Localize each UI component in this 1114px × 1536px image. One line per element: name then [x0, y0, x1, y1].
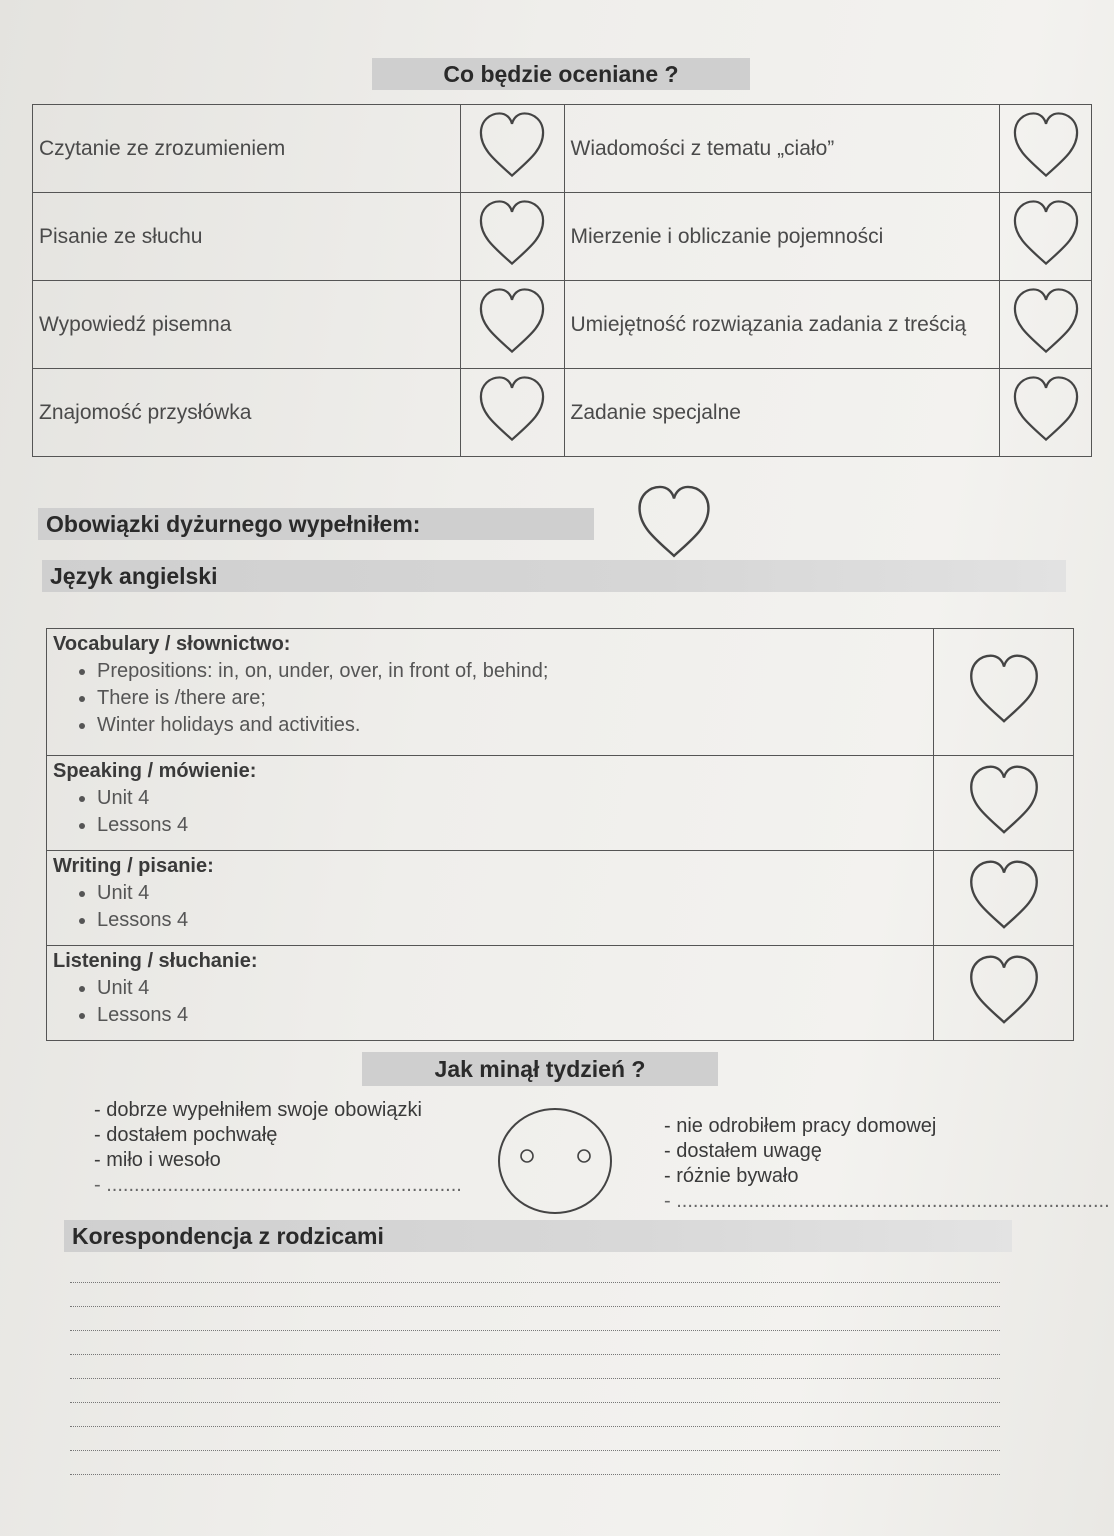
writing-line[interactable]	[70, 1306, 1000, 1307]
writing-line[interactable]	[70, 1426, 1000, 1427]
section-list	[53, 658, 927, 739]
duty-label	[38, 508, 594, 540]
english-title-text: Język angielski	[50, 562, 218, 589]
evaluation-title-text: Co będzie oceniane ?	[443, 60, 679, 87]
english-table	[46, 628, 1074, 1041]
evaluation-row	[33, 193, 1092, 281]
week-good-item: - ................................................................	[94, 1174, 462, 1196]
week-good-item: - dostałem pochwałę	[94, 1124, 278, 1146]
heart-icon[interactable]	[460, 105, 564, 193]
section-list	[53, 975, 927, 1029]
week-bad-item: - różnie bywało	[664, 1165, 799, 1187]
section-list	[53, 880, 927, 934]
section-title: Vocabulary / słownictwo:	[53, 633, 291, 655]
correspondence-title-text: Korespondencja z rodzicami	[72, 1222, 384, 1249]
list-item: • Lessons 4	[97, 907, 927, 934]
week-bad-item: - ..............................................................................	[664, 1190, 1110, 1212]
list-item: • There is /there are;	[97, 685, 927, 712]
heart-icon[interactable]	[934, 629, 1074, 756]
evaluation-row	[33, 369, 1092, 457]
english-section	[47, 851, 1074, 946]
duty-heart-icon[interactable]	[632, 482, 716, 569]
writing-line[interactable]	[70, 1354, 1000, 1355]
section-title: Writing / pisanie:	[53, 855, 214, 877]
writing-line[interactable]	[70, 1378, 1000, 1379]
heart-icon[interactable]	[1000, 369, 1092, 457]
list-item: • Unit 4	[97, 785, 927, 812]
english-section	[47, 756, 1074, 851]
heart-icon[interactable]	[460, 193, 564, 281]
week-good-list	[94, 1098, 462, 1198]
evaluation-skill: Znajomość przysłówka	[33, 369, 461, 457]
heart-icon[interactable]	[1000, 193, 1092, 281]
writing-line[interactable]	[70, 1330, 1000, 1331]
evaluation-title	[372, 58, 750, 90]
list-item: • Unit 4	[97, 880, 927, 907]
heart-icon[interactable]	[460, 281, 564, 369]
evaluation-row	[33, 281, 1092, 369]
duty-label-text: Obowiązki dyżurnego wypełniłem:	[46, 510, 421, 537]
evaluation-skill: Wiadomości z tematu „ciało”	[564, 105, 1000, 193]
heart-icon[interactable]	[934, 946, 1074, 1041]
english-section	[47, 629, 1074, 756]
face-icon[interactable]	[496, 1106, 614, 1221]
week-good-item: - dobrze wypełniłem swoje obowiązki	[94, 1099, 422, 1121]
list-item: • Lessons 4	[97, 812, 927, 839]
english-title	[42, 560, 1066, 592]
evaluation-skill: Pisanie ze słuchu	[33, 193, 461, 281]
week-bad-item: - nie odrobiłem pracy domowej	[664, 1115, 937, 1137]
heart-icon[interactable]	[934, 756, 1074, 851]
section-title: Speaking / mówienie:	[53, 760, 257, 782]
heart-icon[interactable]	[1000, 105, 1092, 193]
english-section	[47, 946, 1074, 1041]
list-item: • Winter holidays and activities.	[97, 712, 927, 739]
week-bad-item: - dostałem uwagę	[664, 1140, 822, 1162]
week-title	[362, 1052, 718, 1086]
writing-line[interactable]	[70, 1402, 1000, 1403]
evaluation-skill: Czytanie ze zrozumieniem	[33, 105, 461, 193]
section-title: Listening / słuchanie:	[53, 950, 258, 972]
list-item: • Prepositions: in, on, under, over, in front of, behind;	[97, 658, 927, 685]
heart-icon[interactable]	[934, 851, 1074, 946]
evaluation-row	[33, 105, 1092, 193]
section-list	[53, 785, 927, 839]
list-item: • Unit 4	[97, 975, 927, 1002]
week-bad-list	[664, 1114, 1110, 1214]
list-item: • Lessons 4	[97, 1002, 927, 1029]
evaluation-table	[32, 104, 1092, 457]
writing-line[interactable]	[70, 1282, 1000, 1283]
evaluation-skill: Wypowiedź pisemna	[33, 281, 461, 369]
evaluation-skill: Zadanie specjalne	[564, 369, 1000, 457]
week-title-text: Jak minął tydzień ?	[434, 1055, 646, 1082]
writing-line[interactable]	[70, 1474, 1000, 1475]
correspondence-title	[64, 1220, 1012, 1252]
writing-line[interactable]	[70, 1450, 1000, 1451]
heart-icon[interactable]	[460, 369, 564, 457]
evaluation-skill: Umiejętność rozwiązania zadania z treścią	[564, 281, 1000, 369]
heart-icon[interactable]	[1000, 281, 1092, 369]
week-good-item: - miło i wesoło	[94, 1149, 221, 1171]
evaluation-skill: Mierzenie i obliczanie pojemności	[564, 193, 1000, 281]
